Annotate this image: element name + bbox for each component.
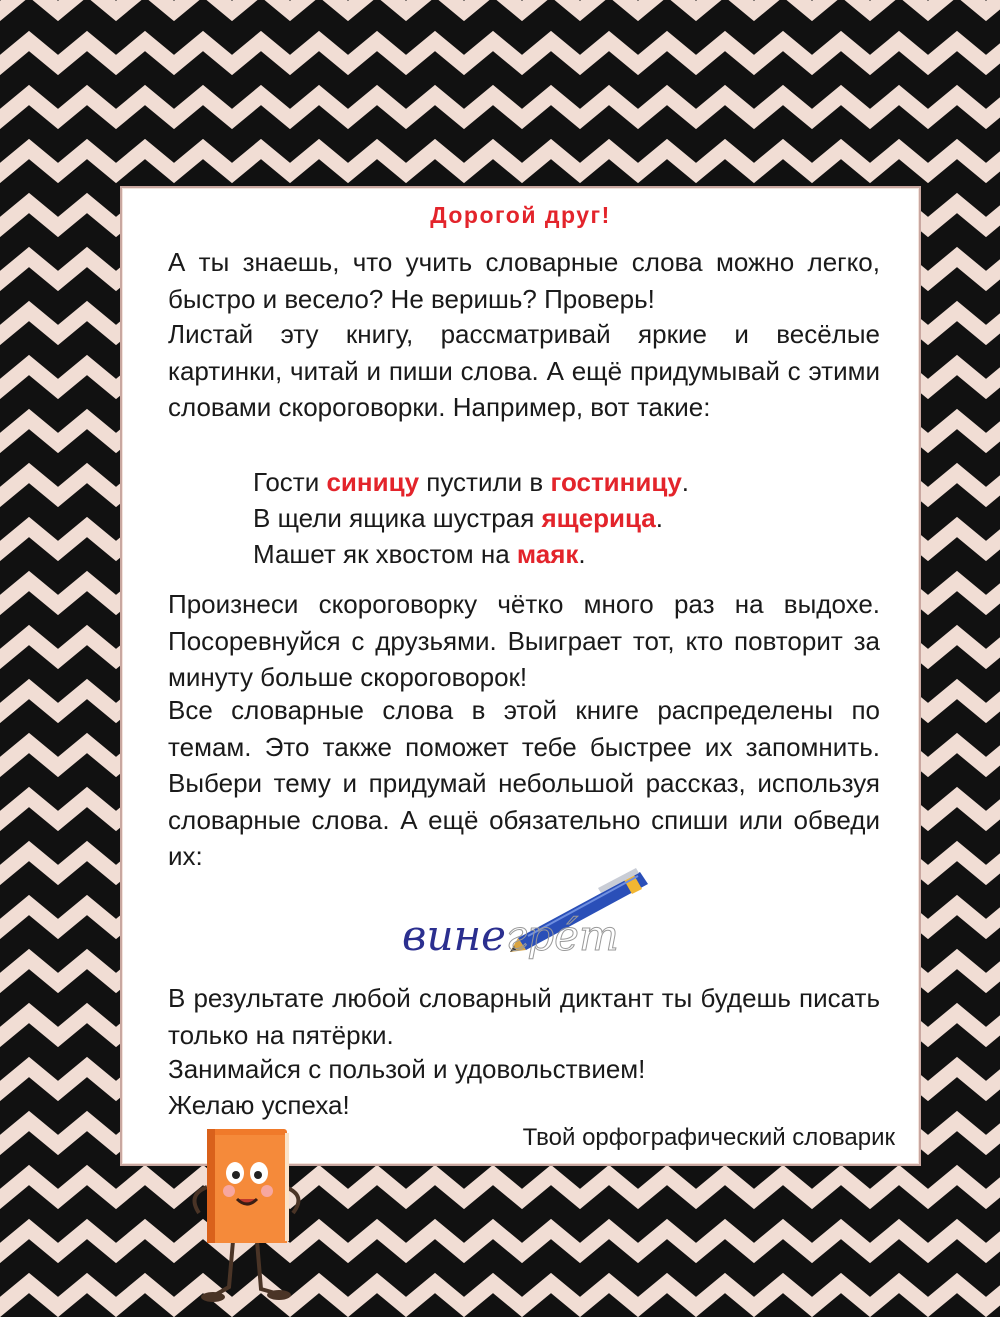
- verse-line-2: В щели ящика шустрая ящерица.: [253, 503, 663, 533]
- paragraph-tongue-twister: Произнеси скороговорку чётко много раз на выдохе. Посоревнуйся с друзьями. Выиграет тот, кто повторит за минуту больше скороговорок!: [168, 589, 880, 692]
- paragraph-topics: Все словарные слова в этой книге распределены по темам. Это также поможет тебе быстрее их запомнить. Выбери тему и придумай небольшой рассказ, используя словарные слова. А ещё обязательно спиши или обведи их:: [168, 695, 880, 871]
- traced-word: грéт: [506, 911, 619, 960]
- zigzag-stripe: [0, 1202, 1000, 1226]
- highlight-word: гостиницу: [550, 467, 682, 497]
- paragraph-luck: Желаю успеха!: [168, 1090, 350, 1120]
- signature: Твой орфографический словарик: [522, 1124, 895, 1151]
- highlight-word: ящерица: [541, 503, 656, 533]
- page-title: Дорогой друг!: [430, 202, 611, 228]
- zigzag-stripe: [0, 122, 1000, 146]
- highlight-word: синицу: [326, 467, 420, 497]
- book-mascot-illustration: [185, 1117, 310, 1317]
- zigzag-stripe: [0, 68, 1000, 92]
- zigzag-stripe: [0, 1310, 1000, 1317]
- letter-panel: [120, 186, 921, 1166]
- paragraph-browse: Листай эту книгу, рассматривай яркие и весёлые картинки, читай и пиши слова. А ещё придумывай с этими словами скороговорки. Например, вот такие:: [168, 319, 880, 422]
- zigzag-stripe: [0, 14, 1000, 38]
- verse-line-1: Гости синицу пустили в гостиницу.: [253, 467, 690, 497]
- verse-line-3: Машет як хвостом на маяк.: [253, 539, 586, 569]
- highlight-word: маяк: [516, 539, 579, 569]
- pen-handwriting-illustration: [398, 858, 658, 968]
- paragraph-wish: Занимайся с пользой и удовольствием!: [168, 1054, 646, 1084]
- paragraph-intro: А ты знаешь, что учить словарные слова можно легко, быстро и весело? Не веришь? Проверь!: [168, 247, 880, 314]
- zigzag-stripe: [0, 1256, 1000, 1280]
- paragraph-result: В результате любой словарный диктант ты будешь писать только на пятёрки.: [168, 983, 880, 1050]
- handwritten-word: вине: [402, 911, 507, 960]
